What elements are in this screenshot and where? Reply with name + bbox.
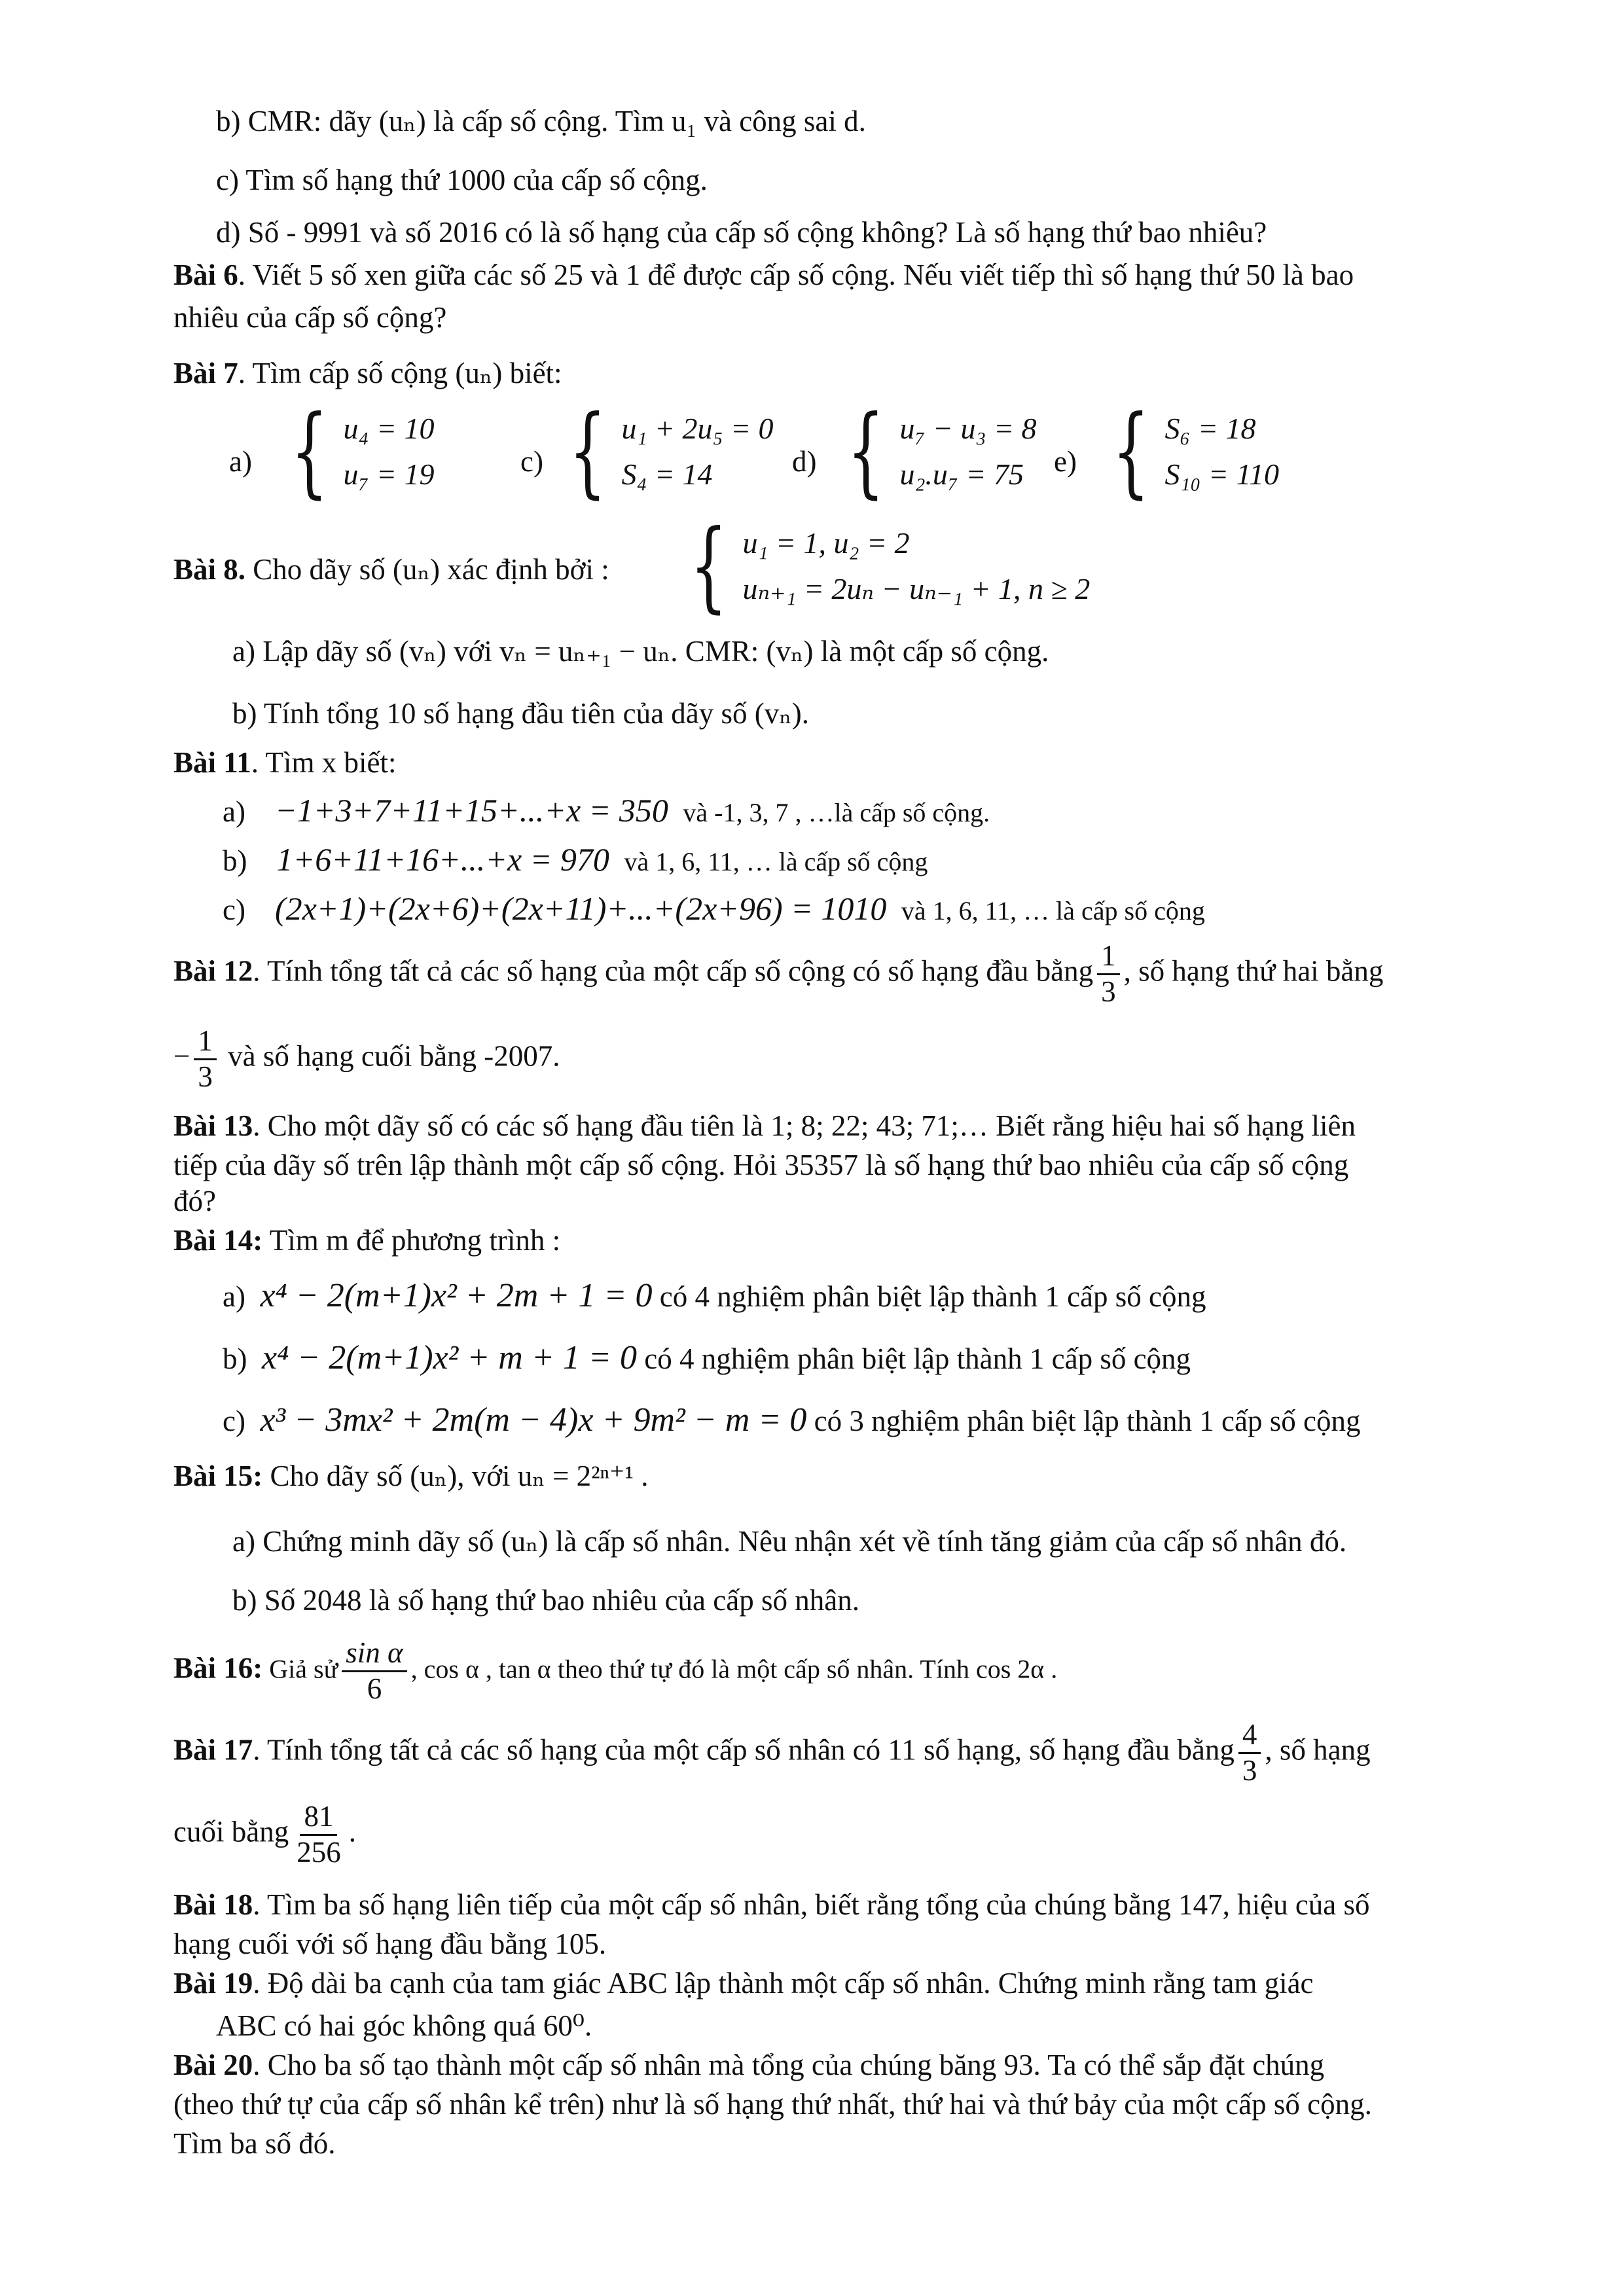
bai18-title: Bài 18 [173, 1888, 253, 1921]
bai7-a-label: a) [229, 445, 252, 478]
item-5c: c) Tìm số hạng thứ 1000 của cấp số cộng. [216, 164, 708, 196]
bai11-text: . Tìm x biết: [251, 746, 397, 779]
bai17-frac2 [293, 1800, 345, 1870]
bai13-text1: . Cho một dãy số có các số hạng đầu tiên là 1; 8; 22; 43; 71;… Biết rằng hiệu hai số hạng liên [253, 1109, 1356, 1142]
bai17-text3: cuối bằng [173, 1815, 289, 1848]
bai7-d2: u₂.u₇ = 75 [899, 457, 1024, 491]
bai18-line2: hạng cuối với số hạng đầu bằng 105. [173, 1928, 607, 1960]
bai13-line2: tiếp của dãy số trên lập thành một cấp số cộng. Hỏi 35357 là số hạng thứ bao nhiêu của cấp số cộng [173, 1149, 1349, 1181]
bai20-line3: Tìm ba số đó. [173, 2127, 336, 2160]
bai14-c [223, 1397, 1360, 1443]
bai6-line1 [173, 255, 1354, 295]
bai11-b-tail: và 1, 6, 11, … là cấp số cộng [624, 847, 928, 876]
bai14-b-tail: có 4 nghiệm phân biệt lập thành 1 cấp số cộng [644, 1342, 1191, 1375]
bai8-b: b) Tính tổng 10 số hạng đầu tiên của dãy số (vₙ). [232, 697, 809, 730]
bai11-c-tail: và 1, 6, 11, … là cấp số cộng [901, 896, 1205, 925]
bai8-system [677, 509, 1091, 623]
bai14-b-eq: x⁴ − 2(m+1)x² + m + 1 = 0 [262, 1339, 638, 1376]
brace: { [569, 395, 607, 509]
bai17-frac1 [1238, 1718, 1261, 1788]
bai20-text1: . Cho ba số tạo thành một cấp số nhân mà tổng của chúng băng 93. Ta có thể sắp đặt chúng [253, 2049, 1325, 2081]
bai8-line [173, 550, 609, 590]
bai17-text4: . [348, 1815, 356, 1848]
bai8-text: Cho dãy số (uₙ) xác định bởi : [245, 553, 609, 586]
bai11-c-label: c) [223, 893, 245, 926]
bai12-line1 [173, 939, 1383, 1009]
bai19-line1 [173, 1964, 1314, 2003]
bai12-frac1-num: 1 [1097, 939, 1120, 975]
bai7-system-c [556, 395, 774, 509]
bai7-a2: u₇ = 19 [343, 457, 435, 491]
bai11-title: Bài 11 [173, 746, 251, 779]
bai19-line2: ABC có hai góc không quá 60⁰. [216, 2009, 592, 2042]
bai7-system-d [835, 395, 1037, 509]
bai14-text: Tìm m để phương trình : [262, 1224, 561, 1257]
bai17-line2 [173, 1800, 356, 1870]
bai8-a: a) Lập dãy số (vₙ) với vₙ = uₙ₊₁ − uₙ. CMR: (vₙ) là một cấp số cộng. [232, 635, 1049, 668]
bai18-text1: . Tìm ba số hạng liên tiếp của một cấp số nhân, biết rằng tổng của chúng bằng 147, hiệu của số [253, 1888, 1370, 1921]
bai12-text1: . Tính tổng tất cả các số hạng của một cấp số cộng có số hạng đầu bằng [253, 954, 1094, 988]
bai7-text: . Tìm cấp số cộng (uₙ) biết: [238, 357, 562, 389]
bai11-a [223, 789, 990, 833]
bai11-a-tail: và -1, 3, 7 , …là cấp số cộng. [683, 798, 990, 827]
bai7-d1: u₇ − u₃ = 8 [899, 411, 1037, 445]
brace: { [847, 395, 885, 509]
bai11-a-label: a) [223, 795, 245, 828]
bai15-line [173, 1456, 649, 1496]
bai14-c-eq: x³ − 3mx² + 2m(m − 4)x + 9m² − m = 0 [260, 1401, 807, 1439]
bai19-text1: . Độ dài ba cạnh của tam giác ABC lập thành một cấp số nhân. Chứng minh rằng tam giác [253, 1967, 1314, 2000]
bai7-d-label: d) [792, 445, 817, 478]
bai17-text1: . Tính tổng tất cả các số hạng của một cấp số nhân có 11 số hạng, số hạng đầu bằng [253, 1733, 1235, 1767]
bai12-title: Bài 12 [173, 954, 253, 988]
brace: { [291, 395, 329, 509]
bai11-a-eq: −1+3+7+11+15+...+x = 350 [274, 792, 668, 829]
bai11-b-eq: 1+6+11+16+...+x = 970 [276, 841, 609, 878]
bai7-system-e [1100, 395, 1280, 509]
bai16-frac-num: sin α [342, 1636, 406, 1672]
bai14-a-eq: x⁴ − 2(m+1)x² + 2m + 1 = 0 [260, 1277, 653, 1314]
bai7-c2: S₄ = 14 [621, 457, 713, 491]
bai17-frac1-den: 3 [1242, 1753, 1257, 1787]
bai14-c-tail: có 3 nghiệm phân biệt lập thành 1 cấp số cộng [814, 1405, 1361, 1437]
bai14-b-label: b) [223, 1342, 247, 1375]
bai7-e-label: e) [1054, 445, 1077, 478]
bai7-title: Bài 7 [173, 357, 238, 389]
bai18-line1 [173, 1885, 1370, 1925]
item-5d: d) Số - 9991 và số 2016 có là số hạng của cấp số cộng không? Là số hạng thứ bao nhiêu? [216, 216, 1267, 249]
bai16-frac [342, 1636, 406, 1706]
bai7-system-a [278, 395, 435, 509]
bai17-line1 [173, 1718, 1371, 1788]
bai14-a-label: a) [223, 1280, 245, 1313]
bai14-title: Bài 14: [173, 1224, 263, 1257]
bai17-frac2-num: 81 [300, 1800, 337, 1836]
bai7-line [173, 353, 562, 393]
bai16-text2: , cos α , tan α theo thứ tự đó là một cấp số nhân. Tính cos 2α . [410, 1654, 1058, 1684]
bai15-text: Cho dãy số (uₙ), với uₙ = 2²ⁿ⁺¹ . [262, 1460, 649, 1492]
bai11-b-label: b) [223, 844, 247, 877]
bai13-line3: đó? [173, 1185, 216, 1217]
bai12-frac2 [194, 1024, 217, 1094]
bai11-line [173, 743, 396, 783]
bai7-e2: S₁₀ = 110 [1164, 457, 1280, 491]
bai12-line2 [173, 1024, 560, 1094]
bai7-c1: u₁ + 2u₅ = 0 [621, 411, 774, 445]
bai17-text2: , số hạng [1265, 1733, 1371, 1767]
bai20-line2: (theo thứ tự của cấp số nhân kể trên) như là số hạng thứ nhất, thứ hai và thứ bảy của một cấp số cộng. [173, 2088, 1372, 2121]
bai8-s1: u₁ = 1, u₂ = 2 [742, 526, 910, 560]
bai14-a-tail: có 4 nghiệm phân biệt lập thành 1 cấp số cộng [659, 1280, 1206, 1313]
bai8-title: Bài 8. [173, 553, 246, 586]
bai12-text3: và số hạng cuối bằng -2007. [228, 1039, 560, 1073]
bai12-frac1 [1097, 939, 1120, 1009]
bai15-a: a) Chứng minh dãy số (uₙ) là cấp số nhân. Nêu nhận xét về tính tăng giảm của cấp số nhân đó. [232, 1525, 1347, 1558]
bai15-b: b) Số 2048 là số hạng thứ bao nhiêu của cấp số nhân. [232, 1584, 859, 1617]
bai15-title: Bài 15: [173, 1460, 263, 1492]
bai16-text1: Giả sử [262, 1654, 338, 1684]
bai16-title: Bài 16: [173, 1651, 263, 1685]
bai16-frac-den: 6 [367, 1672, 382, 1705]
bai14-line [173, 1221, 560, 1261]
bai6-text1: . Viết 5 số xen giữa các số 25 và 1 để được cấp số cộng. Nếu viết tiếp thì số hạng thứ 50 là bao [238, 259, 1354, 291]
bai11-c [223, 887, 1205, 931]
bai11-b [223, 838, 928, 882]
bai14-c-label: c) [223, 1405, 245, 1437]
brace: { [690, 509, 728, 623]
bai12-minus: − [173, 1039, 190, 1073]
bai13-title: Bài 13 [173, 1109, 253, 1142]
bai12-frac2-num: 1 [194, 1024, 217, 1060]
bai7-c-label: c) [520, 445, 543, 478]
bai8-s2: uₙ₊₁ = 2uₙ − uₙ₋₁ + 1, n ≥ 2 [742, 572, 1091, 605]
bai6-title: Bài 6 [173, 259, 238, 291]
bai12-frac2-den: 3 [198, 1060, 213, 1093]
bai14-b [223, 1335, 1191, 1381]
bai6-line2: nhiêu của cấp số cộng? [173, 301, 447, 334]
bai11-c-eq: (2x+1)+(2x+6)+(2x+11)+...+(2x+96) = 1010 [274, 890, 887, 927]
bai7-a1: u₄ = 10 [343, 411, 435, 445]
bai17-title: Bài 17 [173, 1733, 253, 1767]
bai16-line [173, 1636, 1057, 1706]
bai13-line1 [173, 1106, 1356, 1146]
bai7-e1: S₆ = 18 [1164, 411, 1256, 445]
bai12-frac1-den: 3 [1101, 975, 1116, 1008]
bai12-text2: , số hạng thứ hai bằng [1123, 954, 1384, 988]
bai20-title: Bài 20 [173, 2049, 253, 2081]
bai20-line1 [173, 2045, 1324, 2085]
bai19-title: Bài 19 [173, 1967, 253, 2000]
bai14-a [223, 1273, 1206, 1319]
bai17-frac1-num: 4 [1238, 1718, 1261, 1754]
item-5b: b) CMR: dãy (uₙ) là cấp số cộng. Tìm u₁ và công sai d. [216, 105, 866, 137]
brace: { [1112, 395, 1150, 509]
bai17-frac2-den: 256 [297, 1835, 341, 1869]
